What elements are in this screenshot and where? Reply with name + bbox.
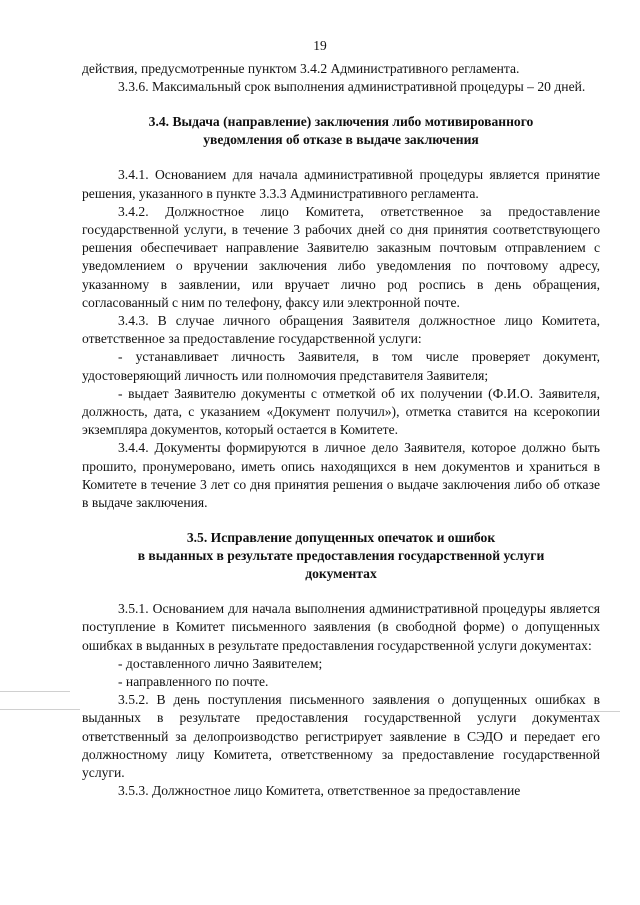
heading-line: документах (305, 566, 377, 582)
paragraph: 3.5.2. В день поступления письменного заявления о допущенных ошибках в выданных в результате предоставления государственной услуги документах ответственный за делопроизводство регистрирует заявление в СЭДО и передает его должностному лицу Комитета, ответственному за предоставление государственной услуги. (82, 692, 600, 781)
heading-line: уведомления об отказе в выдаче заключения (203, 132, 479, 148)
scan-artifact (0, 709, 80, 710)
list-item: - выдает Заявителю документы с отметкой об их получении (Ф.И.О. Заявителя, должность, дата, с указанием «Документ получил»), отметка ставится на ксерокопии экземпляра документов, который остается в Комитете. (82, 385, 600, 438)
paragraph: 3.4.4. Документы формируются в личное дело Заявителя, которое должно быть прошито, пронумеровано, иметь опись находящихся в нем документов и храниться в Комитете в течение 3 лет со дня принятия решения о выдаче заключения либо об отказе в выдаче заключения. (82, 440, 600, 511)
paragraph: 3.4.2. Должностное лицо Комитета, ответственное за предоставление государственной услуги, в течение 3 рабочих дней со дня принятия соответствующего решения обеспечивает направление Заявителю заказным почтовым отправлением с уведомлением о вручении заключения либо уведомления по почтовому адресу, указанному в заявлении, или вручает лично род роспись в день обращения, согласованный с ним по телефону, факсу или электронной почте. (82, 203, 600, 310)
list-item: - доставленного лично Заявителем; (118, 655, 323, 671)
paragraph: 3.3.6. Максимальный срок выполнения административной процедуры – 20 дней. (118, 79, 586, 95)
paragraph: 3.5.1. Основанием для начала выполнения административной процедуры является поступление в Комитет письменного заявления (в свободной форме) о допущенных ошибках в выданных в результате предоставления государственной услуги документах: (82, 601, 600, 653)
heading-line: 3.4. Выдача (направление) заключения либо мотивированного (148, 114, 534, 130)
section-heading-3-5 (82, 529, 600, 583)
list-item: - направленного по почте. (118, 674, 269, 690)
paragraph: 3.4.1. Основанием для начала административной процедуры является принятие решения, указанного в пункте 3.3.3 Административного регламента. (82, 167, 600, 201)
document-body (82, 60, 600, 801)
heading-line: 3.5. Исправление допущенных опечаток и ошибок (186, 530, 496, 546)
section-heading-3-4 (82, 113, 600, 149)
scan-artifact (0, 691, 70, 692)
paragraph: 3.5.3. Должностное лицо Комитета, ответственное за предоставление (118, 783, 521, 799)
paragraph: 3.4.3. В случае личного обращения Заявителя должностное лицо Комитета, ответственное за предоставление государственной услуги: (82, 313, 600, 347)
paragraph: действия, предусмотренные пунктом 3.4.2 Административного регламента. (82, 61, 520, 76)
list-item: - устанавливает личность Заявителя, в том числе проверяет документ, удостоверяющий личность или полномочия представителя Заявителя; (82, 349, 600, 383)
page-number: 19 (313, 38, 327, 53)
heading-line: в выданных в результате предоставления государственной услуги (137, 548, 545, 564)
